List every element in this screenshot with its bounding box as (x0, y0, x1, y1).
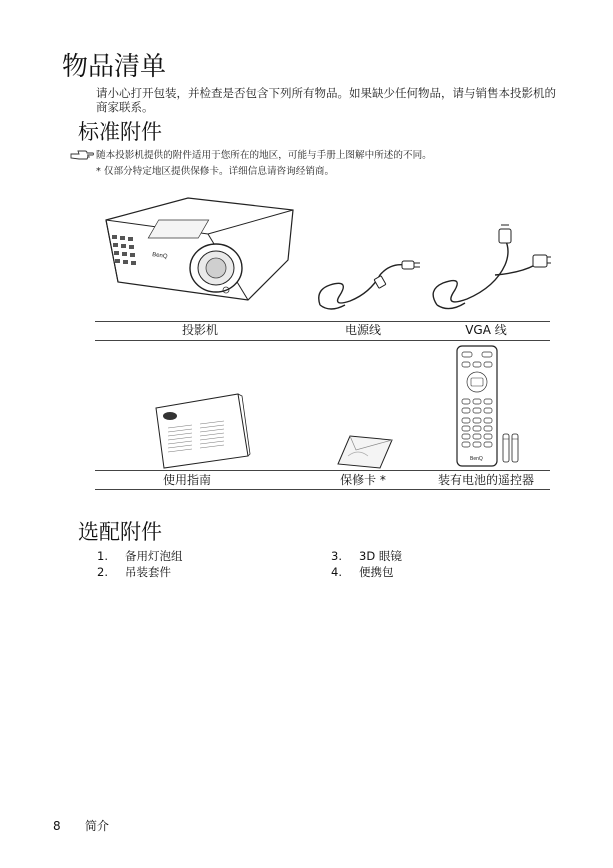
optional-item-label: 3D 眼镜 (359, 549, 402, 563)
power-cord-image (310, 235, 430, 315)
optional-item-number: 4. (331, 565, 342, 579)
remote-control-image (453, 344, 533, 470)
optional-item-label: 吊装套件 (125, 565, 171, 579)
caption-warranty-card: 保修卡 * (340, 473, 386, 487)
optional-item-number: 1. (97, 549, 108, 563)
note-hand-icon (70, 149, 94, 161)
standard-accessories-heading: 标准附件 (78, 120, 162, 144)
row1-bottom-rule (95, 340, 550, 341)
warranty-note: * 仅部分特定地区提供保修卡。详细信息请咨询经销商。 (96, 166, 335, 177)
projector-logo-text: BenQ (151, 252, 168, 261)
optional-item (331, 549, 402, 564)
optional-item (331, 565, 394, 580)
vga-cable-image (425, 225, 555, 315)
remote-logo-text: BenQ (470, 456, 483, 462)
caption-power-cord: 电源线 (344, 323, 381, 337)
intro-text: 请小心打开包装，并检查是否包含下列所有物品。如果缺少任何物品，请与销售本投影机的商家联系。 (96, 86, 556, 114)
table-bottom-rule (95, 489, 550, 490)
page-title: 物品清单 (62, 52, 167, 82)
optional-item (97, 565, 171, 580)
optional-item-number: 3. (331, 549, 342, 563)
caption-vga-cable: VGA 线 (465, 323, 507, 337)
region-note: 随本投影机提供的附件适用于您所在的地区，可能与手册上图解中所述的不同。 (96, 150, 432, 161)
caption-user-manual: 使用指南 (162, 473, 211, 487)
optional-item-number: 2. (97, 565, 108, 579)
warranty-card-image (336, 430, 396, 470)
optional-item (97, 549, 183, 564)
user-manual-image (152, 390, 252, 470)
footer-section-title: 简介 (85, 819, 110, 833)
optional-item-label: 便携包 (359, 565, 394, 579)
optional-item-label: 备用灯泡组 (125, 549, 183, 563)
caption-remote-control: 装有电池的遥控器 (437, 473, 534, 487)
projector-image (98, 190, 298, 310)
page-number: 8 (53, 819, 61, 833)
optional-accessories-heading: 选配附件 (78, 520, 162, 544)
row2-top-rule (95, 470, 550, 471)
caption-projector: 投影机 (181, 323, 218, 337)
